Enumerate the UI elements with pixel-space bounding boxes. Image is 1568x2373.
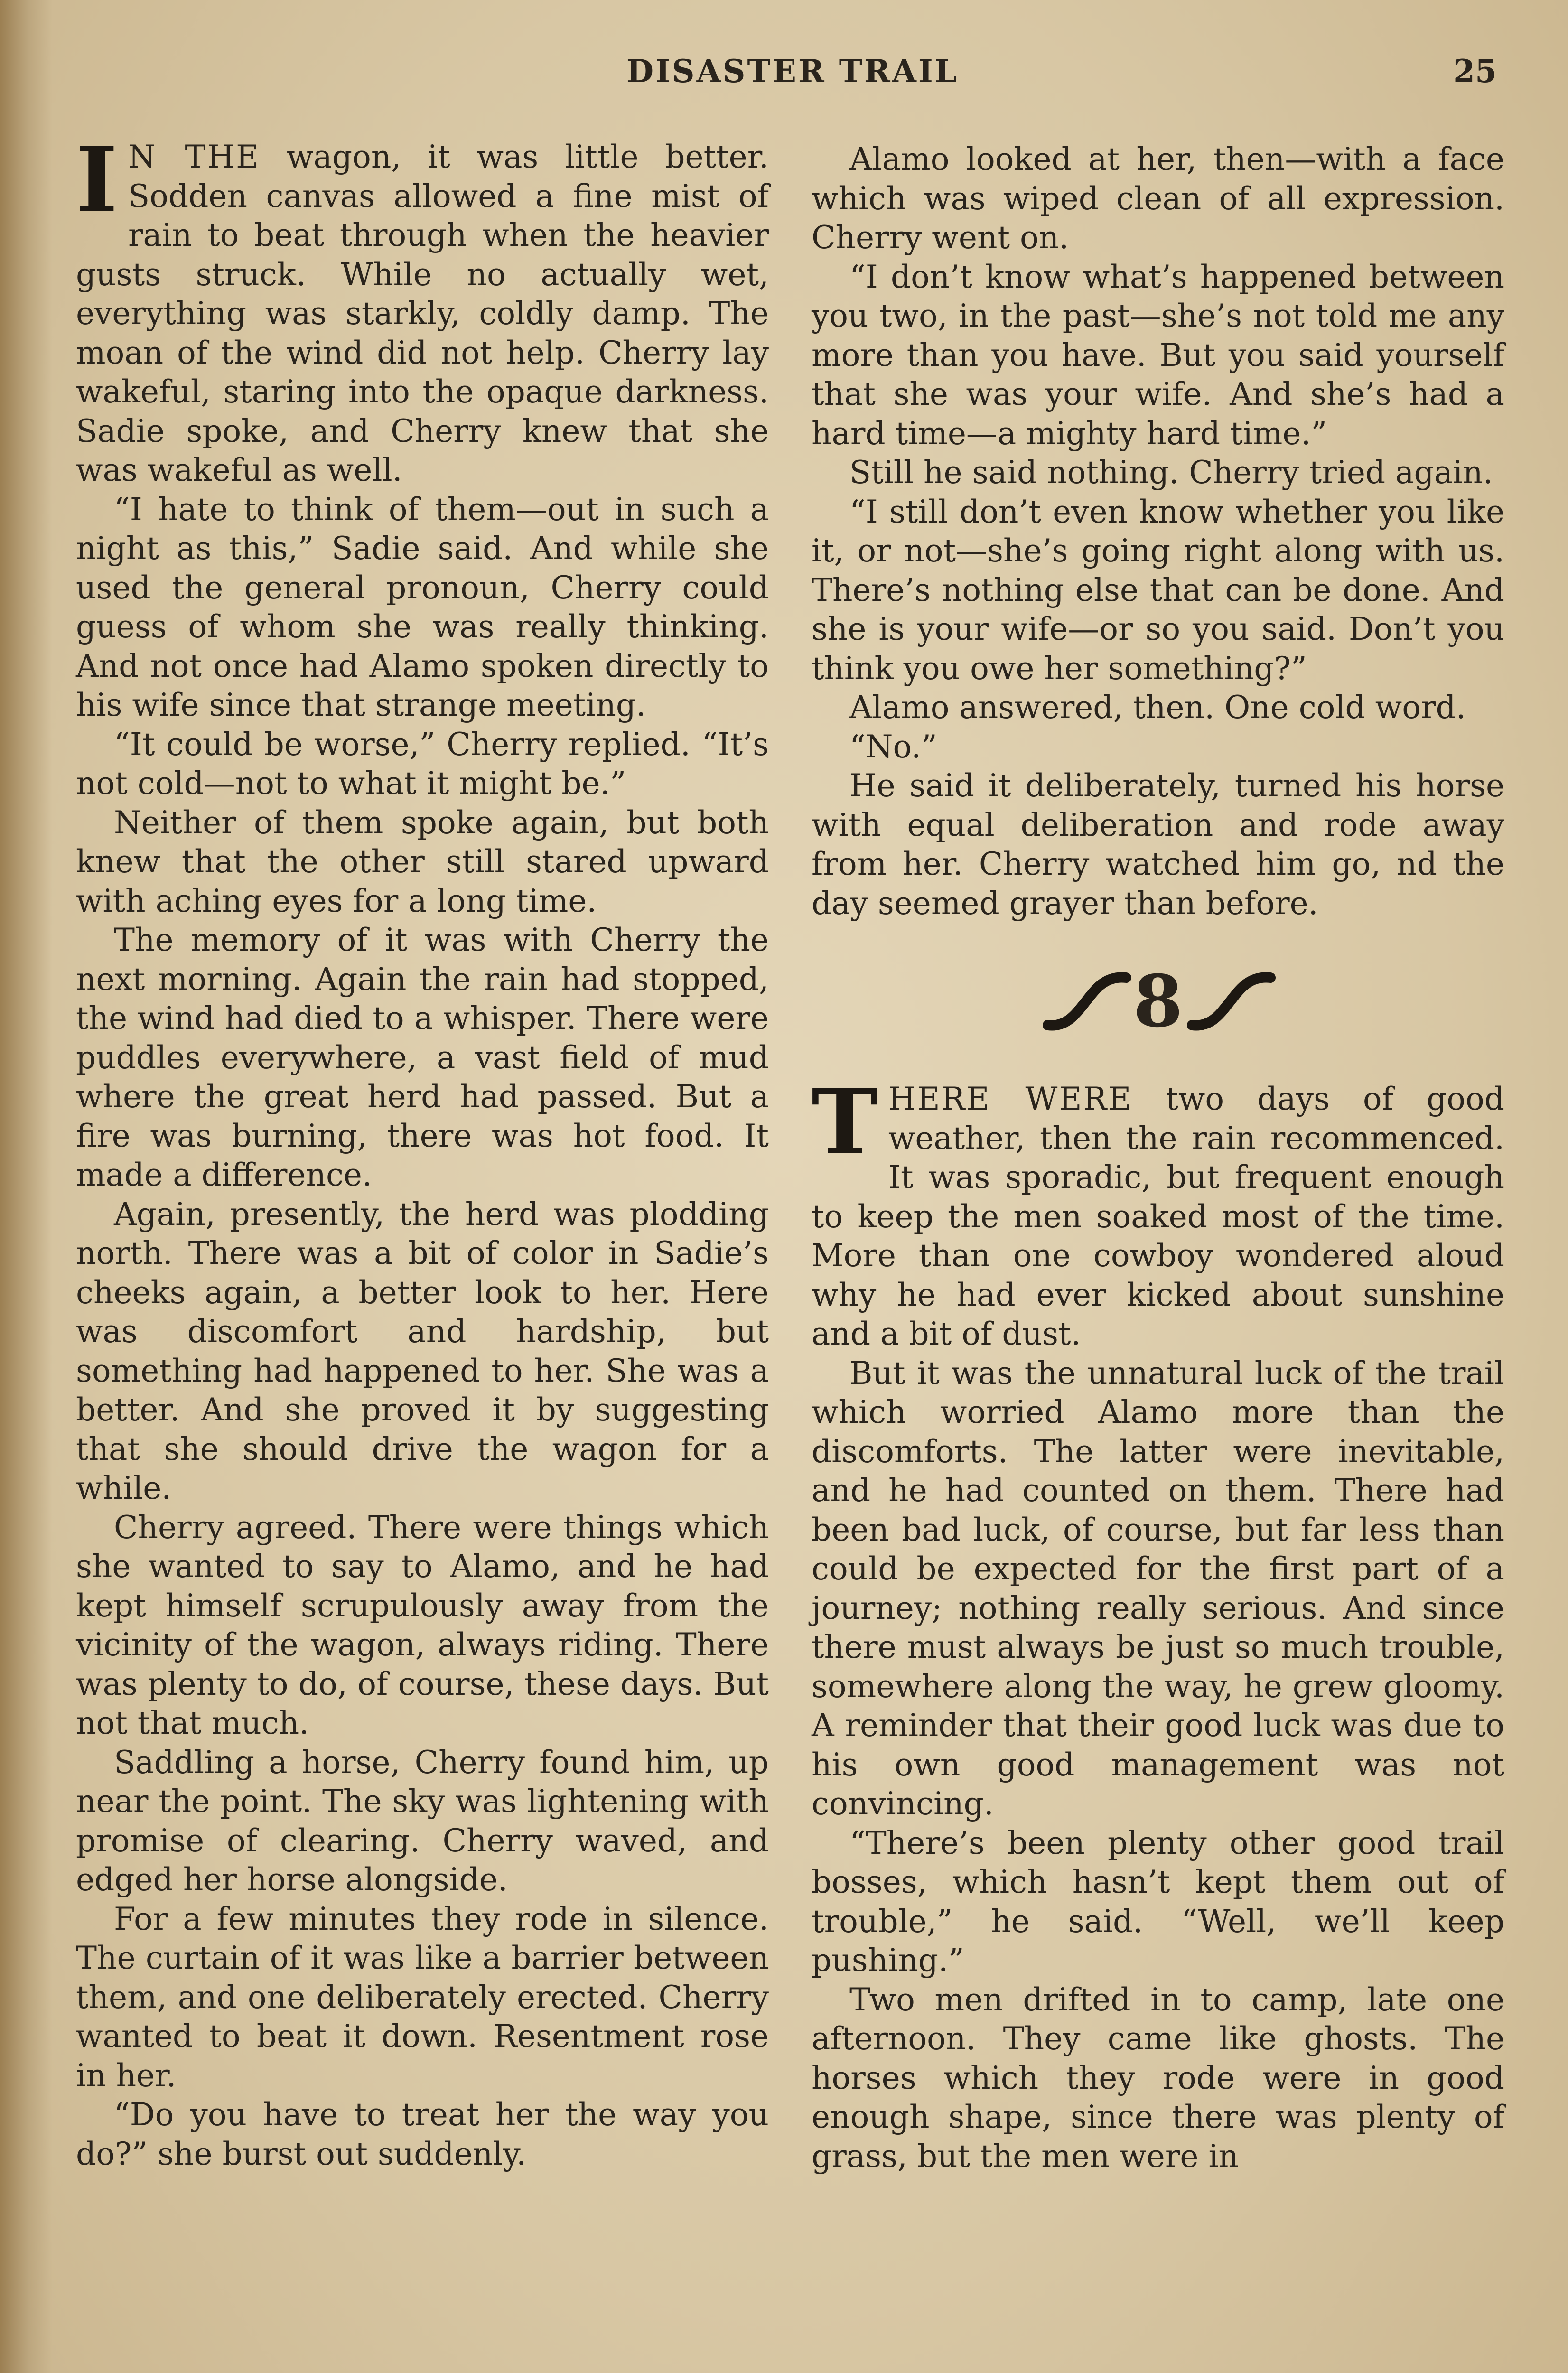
- right-flourish-icon: [1183, 968, 1278, 1035]
- paragraph: “I hate to think of them—out in such a night as this,” Sadie said. And while she used the general pronoun, Cherry could guess of whom she was really thinking. And not once had Alamo spoken directly to his wife since that strange meeting.: [76, 491, 769, 723]
- page-header: [0, 43, 1568, 100]
- running-title: DISASTER TRAIL: [626, 53, 959, 90]
- paragraph: Neither of them spoke again, but both knew that the other still stared upward with aching eyes for a long time.: [76, 804, 769, 919]
- lead-in: HERE WERE: [888, 1081, 1133, 1117]
- paragraph: “Do you have to treat her the way you do?” she burst out suddenly.: [76, 2096, 769, 2172]
- drop-cap: I: [76, 128, 118, 233]
- left-flourish-icon: [1038, 968, 1133, 1035]
- paragraph: For a few minutes they rode in silence. The curtain of it was like a barrier between them, and one deliberately erected. Cherry wanted to beat it down. Resentment rose in her.: [76, 1900, 769, 2094]
- paragraph: “It could be worse,” Cherry replied. “It’s not cold—not to what it might be.”: [76, 726, 769, 802]
- paragraph: Two men drifted in to camp, late one afternoon. They came like ghosts. The horses which they rode were in good enough shape, since there was plenty of grass, but the men were in: [812, 1981, 1504, 2175]
- chapter-heading: [812, 923, 1504, 1080]
- chapter-number: 8: [1133, 959, 1183, 1043]
- drop-cap: T: [812, 1070, 878, 1175]
- paragraph: Still he said nothing. Cherry tried again.: [849, 454, 1493, 491]
- paragraph: Again, presently, the herd was plodding north. There was a bit of color in Sadie’s cheeks again, a better look to her. Here was discomfort and hardship, but something had happened to her. She was a better. And she proved it by suggesting that she should drive the wagon for a while.: [76, 1196, 769, 1506]
- paragraph: But it was the unnatural luck of the trail which worried Alamo more than the discomforts. The latter were inevitable, and he had counted on them. There had been bad luck, of course, but far less than could be expected for the first part of a journey; nothing really serious. And since there must always be just so much trouble, somewhere along the way, he grew gloomy. A reminder that their good luck was due to his own good management was not convincing.: [812, 1355, 1504, 1822]
- left-column: [76, 128, 769, 2174]
- paragraph-text: wagon, it was little better. Sodden canvas allowed a fine mist of rain to beat through when the heavier gusts struck. While no actually wet, everything was starkly, coldly damp. The moan of the wind did not help. Cherry lay wakeful, staring into the opaque darkness. Sadie spoke, and Cherry knew that she was wakeful as well.: [76, 139, 769, 488]
- paragraph: [76, 128, 769, 490]
- paragraph: The memory of it was with Cherry the next morning. Again the rain had stopped, the wind had died to a whisper. There were puddles everywhere, a vast field of mud where the great herd had passed. But a fire was burning, there was hot food. It made a difference.: [76, 922, 769, 1193]
- paragraph: He said it deliberately, turned his horse with equal deliberation and rode away from her. Cherry watched him go, nd the day seemed grayer than before.: [812, 767, 1504, 922]
- paragraph-text: two days of good weather, then the rain recommenced. It was sporadic, but frequent enough to keep the men soaked most of the time. More than one cowboy wondered aloud why he had ever kicked about sunshine and a bit of dust.: [812, 1081, 1504, 1352]
- paragraph: “I still don’t even know whether you like it, or not—she’s going right along with us. There’s nothing else that can be done. And she is your wife—or so you said. Don’t you think you owe her something?”: [812, 493, 1504, 687]
- right-column: [812, 140, 1504, 2176]
- paragraph: Alamo answered, then. One cold word.: [849, 689, 1466, 726]
- paragraph: “I don’t know what’s happened between you two, in the past—she’s not told me any more than you have. But you said yourself that she was your wife. And she’s had a hard time—a mighty hard time.”: [812, 258, 1504, 452]
- paragraph: “There’s been plenty other good trail bosses, which hasn’t kept them out of trouble,” he said. “Well, we’ll keep pushing.”: [812, 1824, 1504, 1979]
- paragraph: Saddling a horse, Cherry found him, up near the point. The sky was lightening with promise of clearing. Cherry waved, and edged her horse alongside.: [76, 1744, 769, 1898]
- paragraph: Alamo looked at her, then—with a face which was wiped clean of all expression. Cherry went on.: [812, 141, 1504, 256]
- lead-in: N THE: [128, 139, 261, 175]
- page-spine-shadow: [0, 0, 52, 2373]
- page-number: 25: [1453, 53, 1497, 90]
- paragraph: Cherry agreed. There were things which she wanted to say to Alamo, and he had kept himself scrupulously away from the vicinity of the wagon, always riding. There was plenty to do, of course, these days. But not that much.: [76, 1509, 769, 1741]
- paragraph: [812, 1070, 1504, 1354]
- paragraph: “No.”: [849, 728, 937, 765]
